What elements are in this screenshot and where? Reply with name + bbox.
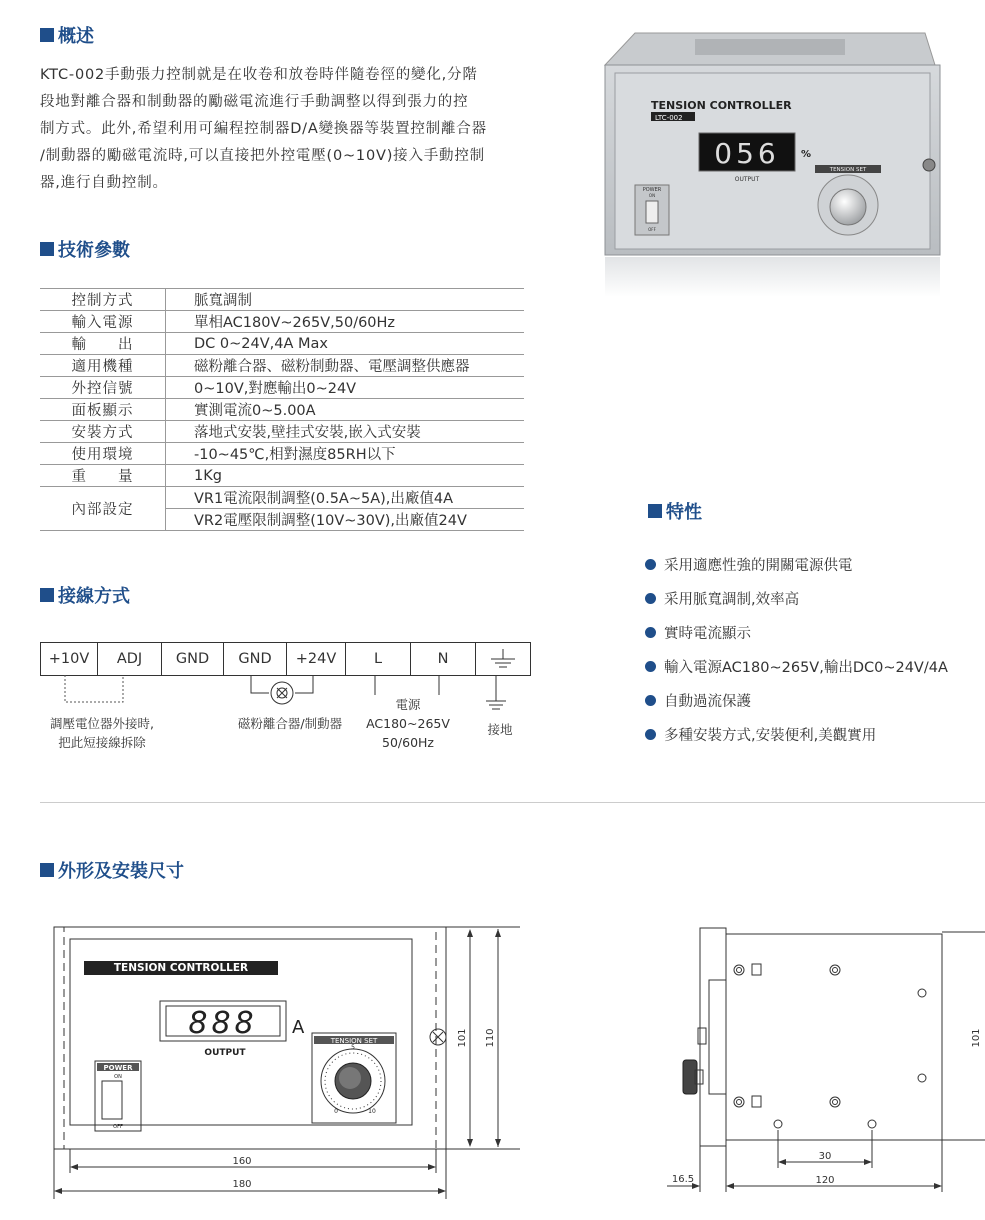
photo-on-label: ON: [648, 193, 656, 198]
section-divider: [40, 802, 985, 803]
terminal-plus10v: +10V: [41, 643, 98, 675]
ground-icon: [488, 647, 518, 671]
bullet-icon: [645, 661, 656, 672]
section-marker-icon: [648, 504, 662, 518]
table-row: 內部設定 VR1電流限制調整(0.5A~5A),出廠值4A: [40, 487, 524, 509]
front-unit: A: [292, 1017, 305, 1038]
terminal-l: L: [346, 643, 411, 675]
list-item: 實時電流顯示: [645, 615, 948, 649]
photo-brand: TENSION CONTROLLER: [651, 99, 792, 112]
terminal-plus24v: +24V: [287, 643, 346, 675]
terminal-ground: [476, 643, 530, 675]
terminal-gnd-1: GND: [162, 643, 224, 675]
dim-120: 120: [815, 1175, 835, 1186]
front-display: 888: [188, 1006, 258, 1041]
pot-note: 調壓電位器外接時, 把此短接線拆除: [50, 716, 154, 750]
section-marker-icon: [40, 242, 54, 256]
features-title: 特性: [648, 498, 702, 524]
photo-power-label: POWER: [642, 187, 662, 193]
side-view-drawing: [665, 920, 985, 1205]
photo-model: LTC-002: [655, 114, 683, 122]
table-row: 重 量 1Kg: [40, 465, 524, 487]
bullet-icon: [645, 559, 656, 570]
dim-160: 160: [232, 1156, 252, 1167]
dim-16-5: 16.5: [671, 1174, 695, 1185]
overview-paragraph: KTC-002手動張力控制就是在收卷和放卷時伴隨卷徑的變化,分階 段地對離合器和制動器的勵磁電流進行手動調整以得到張力的控 制方式。此外,希望利用可編程控制器D/A變換器等裝置控制離合器 /制動器的勵磁電流時,可以直接把外控電壓(0~10V)接入手動控制 器,進行自動控制。: [40, 67, 487, 191]
terminal-n: N: [411, 643, 476, 675]
table-row: 面板顯示 實測電流0~5.00A: [40, 399, 524, 421]
photo-display: 056: [714, 137, 780, 170]
overview-title: 概述: [40, 22, 94, 48]
power-note: 電源 AC180~265V 50/60Hz: [366, 697, 450, 750]
bullet-icon: [645, 729, 656, 740]
dim-180: 180: [232, 1179, 252, 1190]
front-off-label: OFF: [113, 1124, 123, 1130]
photo-power-switch: [646, 201, 658, 223]
scale-10-label: 10: [368, 1108, 376, 1115]
front-power-switch: [102, 1081, 122, 1119]
list-item: 輸入電源AC180~265V,輸出DC0~24V/4A: [645, 649, 948, 683]
features-list: [645, 547, 948, 751]
product-photo: [595, 25, 955, 300]
dim-30: 30: [818, 1151, 832, 1162]
photo-knob: [830, 189, 866, 225]
list-item: 自動過流保護: [645, 683, 948, 717]
dim-110-front: 110: [485, 1028, 496, 1048]
photo-knob-label: TENSION SET: [829, 167, 867, 173]
bullet-icon: [645, 627, 656, 638]
ground-note: 接地: [487, 722, 513, 737]
front-brand: TENSION CONTROLLER: [113, 962, 249, 974]
table-row: 控制方式 脈寬調制: [40, 289, 524, 311]
list-item: 采用適應性強的開關電源供電: [645, 547, 948, 581]
brake-note: 磁粉離合器/制動器: [237, 716, 343, 731]
front-power-label: POWER: [103, 1064, 133, 1072]
table-row: 外控信號 0~10V,對應輸出0~24V: [40, 377, 524, 399]
photo-output: OUTPUT: [734, 176, 760, 183]
photo-off-label: OFF: [648, 227, 656, 232]
table-row: 輸 出 DC 0~24V,4A Max: [40, 333, 524, 355]
front-knob-label: TENSION SET: [330, 1037, 378, 1045]
photo-screw-icon: [923, 159, 935, 171]
terminal-adj: ADJ: [98, 643, 162, 675]
section-marker-icon: [40, 588, 54, 602]
bullet-icon: [645, 593, 656, 604]
dim-101-front: 101: [457, 1028, 468, 1048]
scale-0-label: 0: [334, 1108, 338, 1115]
spec-table: [40, 288, 524, 531]
specs-title: 技術參數: [40, 236, 130, 262]
table-row: VR2電壓限制調整(10V~30V),出廠值24V: [40, 509, 524, 531]
terminal-gnd-2: GND: [224, 643, 287, 675]
table-row: 安裝方式 落地式安裝,壁挂式安裝,嵌入式安裝: [40, 421, 524, 443]
front-output: OUTPUT: [204, 1048, 246, 1058]
scale-5-label: 5: [351, 1044, 355, 1051]
list-item: 采用脈寬調制,效率高: [645, 581, 948, 615]
wiring-title: 接線方式: [40, 582, 130, 608]
dim-101-side: 101: [971, 1028, 982, 1048]
front-view-drawing: [40, 915, 530, 1210]
table-row: 使用環境 -10~45℃,相對濕度85RH以下: [40, 443, 524, 465]
bullet-icon: [645, 695, 656, 706]
front-on-label: ON: [114, 1074, 122, 1080]
section-marker-icon: [40, 28, 54, 42]
table-row: 適用機種 磁粉離合器、磁粉制動器、電壓調整供應器: [40, 355, 524, 377]
section-marker-icon: [40, 863, 54, 877]
table-row: 輸入電源 單相AC180V~265V,50/60Hz: [40, 311, 524, 333]
dimensions-title: 外形及安裝尺寸: [40, 857, 184, 883]
list-item: 多種安裝方式,安裝便利,美觀實用: [645, 717, 948, 751]
terminal-strip: [40, 642, 531, 676]
photo-unit: %: [801, 149, 812, 160]
